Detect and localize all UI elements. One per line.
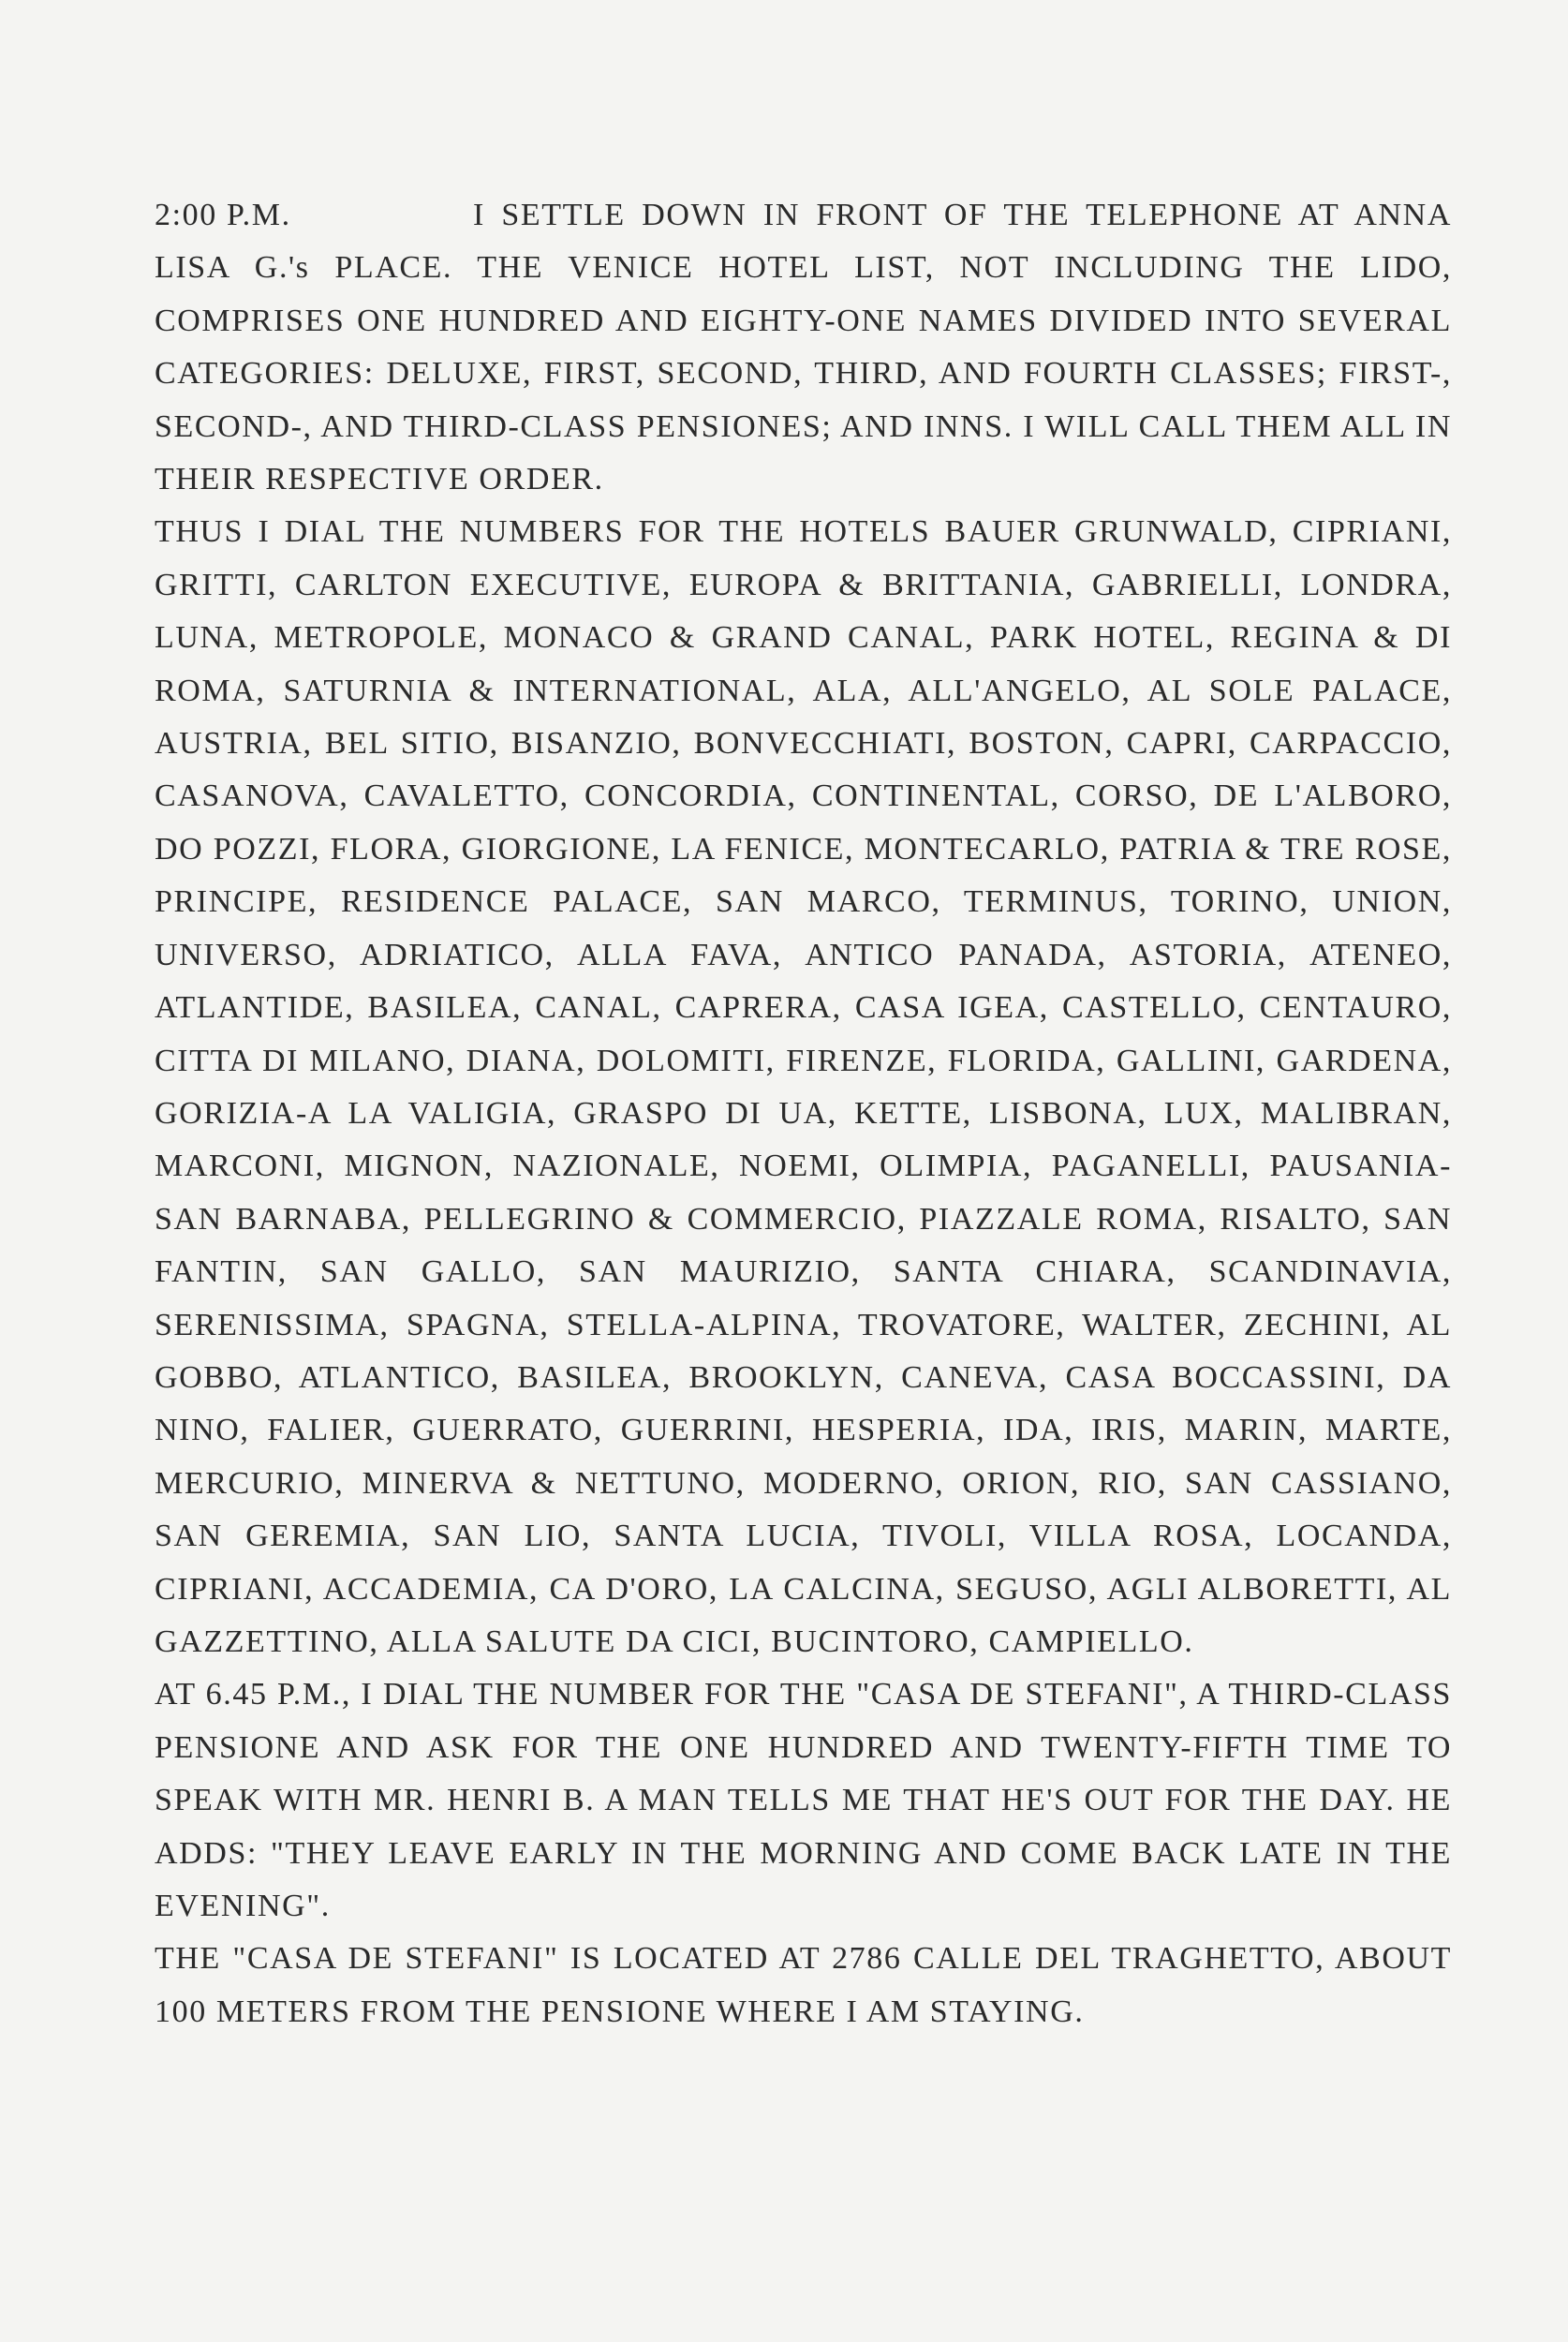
paragraph-settle-down (155, 189, 1452, 506)
journal-entry (155, 189, 1452, 2038)
entry-time: 2:00 P.M. (155, 198, 291, 232)
paragraph-hotel-list: THUS I DIAL THE NUMBERS FOR THE HOTELS BAUER GRUNWALD, CIPRIANI, GRITTI, CARLTON EXECUTIVE, EUROPA & BRITTANIA, GABRIELLI, LONDRA, LUNA, METROPOLE, MONACO & GRAND CANAL, PARK HOTEL, REGINA & DI ROMA, SATURNIA & INTERNATIONAL, ALA, ALL'ANGELO, AL SOLE PALACE, AUSTRIA, BEL SITIO, BISANZIO, BONVECCHIATI, BOSTON, CAPRI, CARPACCIO, CASANOVA, CAVALETTO, CONCORDIA, CONTINENTAL, CORSO, DE L'ALBORO, DO POZZI, FLORA, GIORGIONE, LA FENICE, MONTECARLO, PATRIA & TRE ROSE, PRINCIPE, RESIDENCE PALACE, SAN MARCO, TERMINUS, TORINO, UNION, UNIVERSO, ADRIATICO, ALLA FAVA, ANTICO PANADA, ASTORIA, ATENEO, ATLANTIDE, BASILEA, CANAL, CAPRERA, CASA IGEA, CASTELLO, CENTAURO, CITTA DI MILANO, DIANA, DOLOMITI, FIRENZE, FLORIDA, GALLINI, GARDENA, GORIZIA-A LA VALIGIA, GRASPO DI UA, KETTE, LISBONA, LUX, MALIBRAN, MARCONI, MIGNON, NAZIONALE, NOEMI, OLIMPIA, PAGANELLI, PAUSANIA-SAN BARNABA, PELLEGRINO & COMMERCIO, PIAZZALE ROMA, RISALTO, SAN FANTIN, SAN GALLO, SAN MAURIZIO, SANTA CHIARA, SCANDINAVIA, SERENISSIMA, SPAGNA, STELLA-ALPINA, TROVATORE, WALTER, ZECHINI, AL GOBBO, ATLANTICO, BASILEA, BROOKLYN, CANEVA, CASA BOCCASSINI, DA NINO, FALIER, GUERRATO, GUERRINI, HESPERIA, IDA, IRIS, MARIN, MARTE, MERCURIO, MINERVA & NETTUNO, MODERNO, ORION, RIO, SAN CASSIANO, SAN GEREMIA, SAN LIO, SANTA LUCIA, TIVOLI, VILLA ROSA, LOCANDA, CIPRIANI, ACCADEMIA, CA D'ORO, LA CALCINA, SEGUSO, AGLI ALBORETTI, AL GAZZETTINO, ALLA SALUTE DA CICI, BUCINTORO, CAMPIELLO. (155, 514, 1452, 1659)
paragraph-casa-de-stefani-location: THE "CASA DE STEFANI" IS LOCATED AT 2786 CALLE DEL TRAGHETTO, ABOUT 100 METERS FROM THE PENSIONE WHERE I AM STAYING. (155, 1941, 1452, 2029)
paragraph-1-text: I SETTLE DOWN IN FRONT OF THE TELEPHONE AT ANNA LISA G.'s PLACE. THE VENICE HOTEL LIST, NOT INCLUDING THE LIDO, COMPRISES ONE HUNDRED AND EIGHTY-ONE NAMES DIVIDED INTO SEVERAL CATEGORIES: DELUXE, FIRST, SECOND, THIRD, AND FOURTH CLASSES; FIRST-, SECOND-, AND THIRD-CLASS PENSIONES; AND INNS. I WILL CALL THEM ALL IN THEIR RESPECTIVE ORDER. (155, 198, 1452, 497)
paragraph-casa-de-stefani-call: AT 6.45 P.M., I DIAL THE NUMBER FOR THE "CASA DE STEFANI", A THIRD-CLASS PENSIONE AND ASK FOR THE ONE HUNDRED AND TWENTY-FIFTH TIME TO SPEAK WITH MR. HENRI B. A MAN TELLS ME THAT HE'S OUT FOR THE DAY. HE ADDS: "THEY LEAVE EARLY IN THE MORNING AND COME BACK LATE IN THE EVENING". (155, 1677, 1452, 1923)
